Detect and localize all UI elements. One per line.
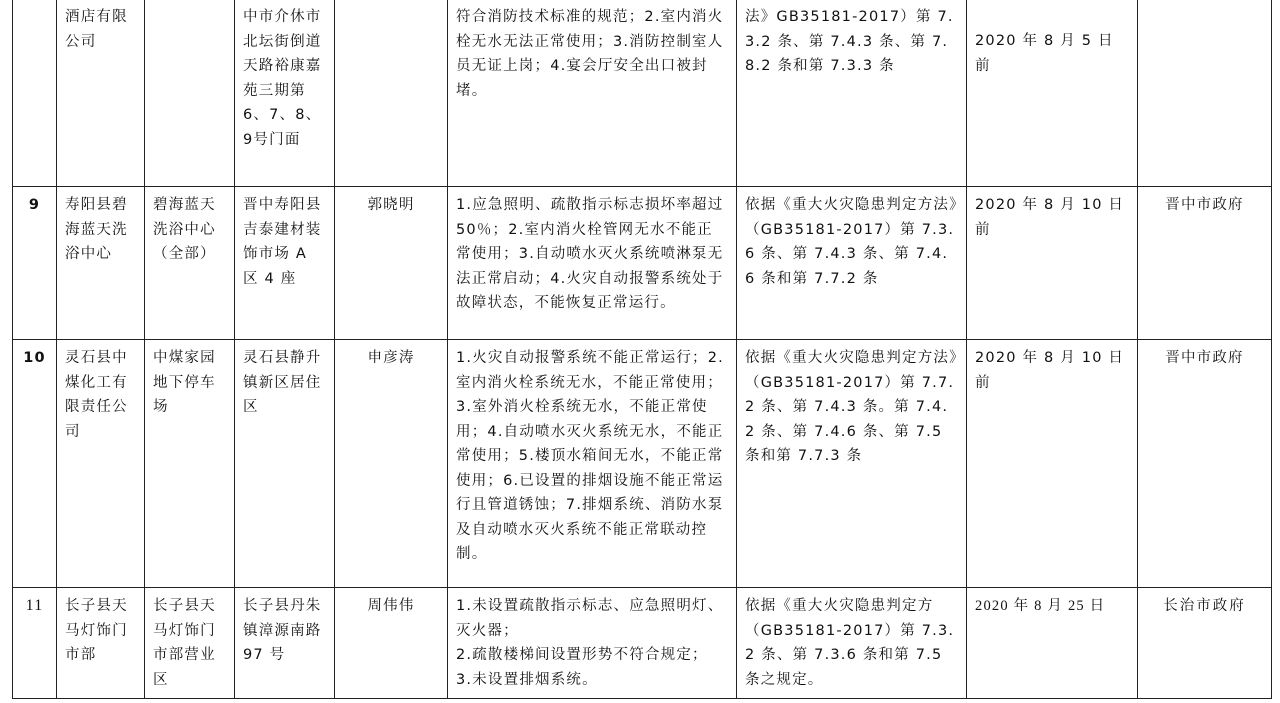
unit-address: 长子县丹朱镇漳源南路 97 号 [235,588,335,699]
unit-name: 灵石县中煤化工有限责任公司 [57,340,145,588]
supervising-government: 长治市政府 [1138,588,1272,699]
rectification-deadline: 2020 年 8 月 10 日前 [967,187,1138,340]
row-number: 11 [13,588,57,699]
legal-basis: 依据《重大火灾隐患判定方（GB35181-2017）第 7.3.2 条、第 7.3.6 条和第 7.5 条之规定。 [737,588,967,699]
responsible-person: 申彦涛 [335,340,448,588]
rectification-deadline: 2020 年 8 月 25 日 [967,588,1138,699]
rectification-deadline: 2020 年 8 月 5 日前 [967,0,1138,187]
rectification-deadline: 2020 年 8 月 10 日前 [967,340,1138,588]
table-row [13,0,1272,187]
hazard-issues: 符合消防技术标准的规范；2.室内消火栓无水无法正常使用；3.消防控制室人员无证上岗；4.宴会厅安全出口被封堵。 [448,0,737,187]
unit-name: 长子县天马灯饰门市部 [57,588,145,699]
supervising-government: 晋中市政府 [1138,187,1272,340]
legal-basis: 依据《重大火灾隐患判定方法》（GB35181-2017）第 7.7.2 条、第 7.4.3 条。第 7.4.2 条、第 7.4.6 条、第 7.5 条和第 7.7.3 条 [737,340,967,588]
responsible-person [335,0,448,187]
supervising-government: 晋中市政府 [1138,340,1272,588]
hazard-location: 中煤家园地下停车场 [145,340,235,588]
row-number: 10 [13,340,57,588]
row-number: 9 [13,187,57,340]
hazard-location: 长子县天马灯饰门市部营业区 [145,588,235,699]
unit-address: 中市介休市北坛街倒道天路裕康嘉苑三期第6、7、8、9号门面 [235,0,335,187]
table-row [13,588,1272,699]
hazard-issues: 1.未设置疏散指示标志、应急照明灯、灭火器； 2.疏散楼梯间设置形势不符合规定； 3.未设置排烟系统。 [448,588,737,699]
supervising-government [1138,0,1272,187]
responsible-person: 周伟伟 [335,588,448,699]
legal-basis: 法》GB35181-2017）第 7.3.2 条、第 7.4.3 条、第 7.8.2 条和第 7.3.3 条 [737,0,967,187]
hazard-issues: 1.应急照明、疏散指示标志损坏率超过 50％；2.室内消火栓管网无水不能正常使用；3.自动喷水灭火系统喷淋泵无法正常启动；4.火灾自动报警系统处于故障状态，不能恢复正常运行。 [448,187,737,340]
legal-basis: 依据《重大火灾隐患判定方法》（GB35181-2017）第 7.3.6 条、第 7.4.3 条、第 7.4.6 条和第 7.7.2 条 [737,187,967,340]
hazard-table [12,0,1272,699]
unit-name: 酒店有限公司 [57,0,145,187]
responsible-person: 郭晓明 [335,187,448,340]
unit-address: 灵石县静升镇新区居住区 [235,340,335,588]
table-row [13,340,1272,588]
hazard-issues: 1.火灾自动报警系统不能正常运行；2.室内消火栓系统无水，不能正常使用；3.室外消火栓系统无水，不能正常使用；4.自动喷水灭火系统无水，不能正常使用；5.楼顶水箱间无水，不能正常使用；6.已设置的排烟设施不能正常运行且管道锈蚀；7.排烟系统、消防水泵及自动喷水灭火系统不能正常联动控制。 [448,340,737,588]
table-row [13,187,1272,340]
hazard-location [145,0,235,187]
unit-address: 晋中寿阳县吉泰建材装饰市场 A 区 4 座 [235,187,335,340]
unit-name: 寿阳县碧海蓝天洗浴中心 [57,187,145,340]
hazard-location: 碧海蓝天洗浴中心（全部） [145,187,235,340]
row-number [13,0,57,187]
